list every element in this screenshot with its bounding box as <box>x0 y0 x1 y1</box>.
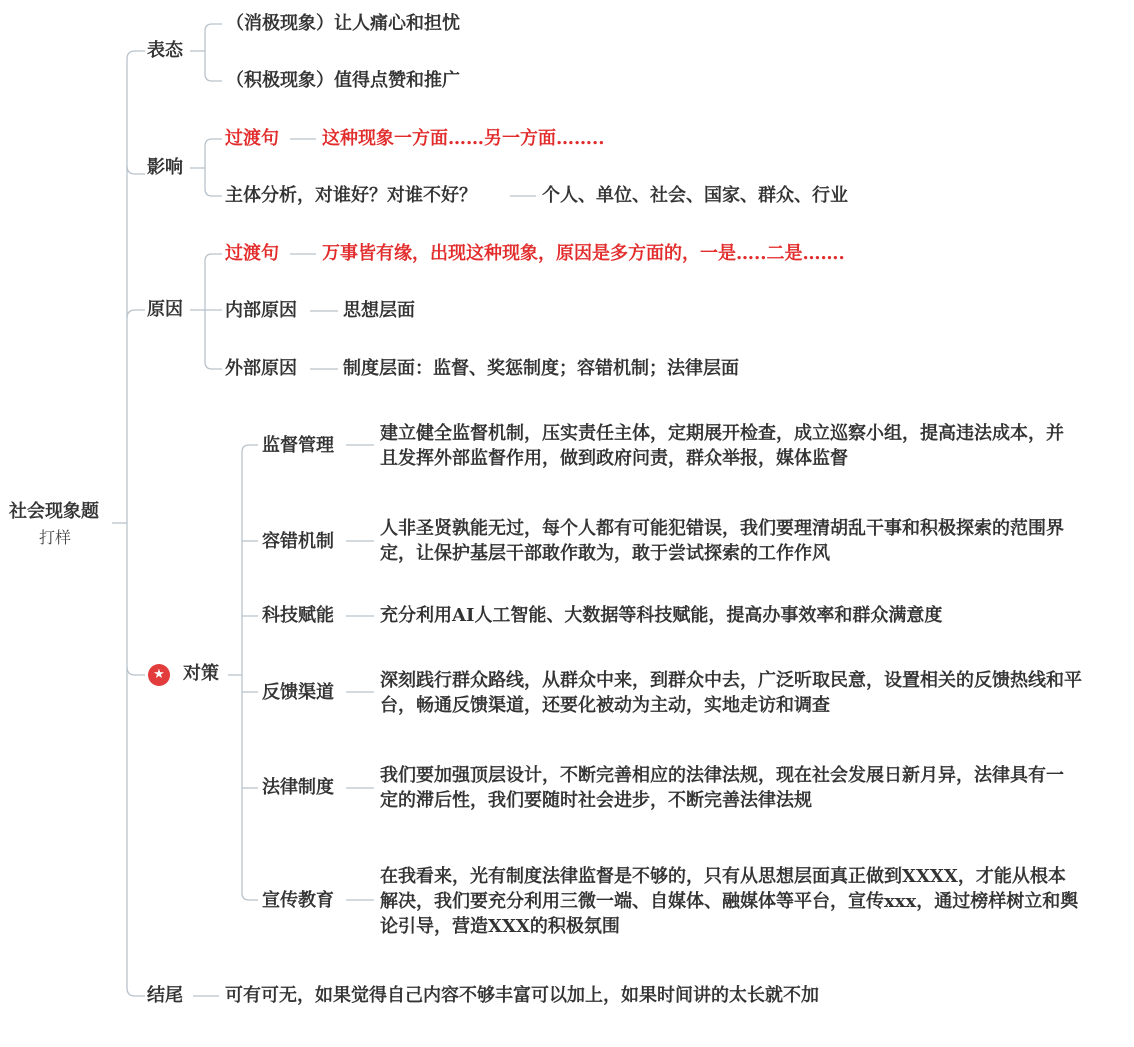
yingxiang-transition-label: 过渡句 <box>225 128 279 149</box>
yuanyin-external-text: 制度层面：监督、奖惩制度；容错机制；法律层面 <box>343 358 739 379</box>
yuanyin-transition-text: 万事皆有缘，出现这种现象，原因是多方面的，一是…..二是……. <box>322 243 845 264</box>
branch-yingxiang: 影响 <box>147 157 183 178</box>
yingxiang-subject-label: 主体分析，对谁好？对谁不好？ <box>225 185 477 206</box>
branch-yuanyin: 原因 <box>147 299 183 320</box>
star-badge-icon: ★ <box>148 664 170 686</box>
yuanyin-transition-label: 过渡句 <box>225 243 279 264</box>
duice-item-label: 法律制度 <box>262 777 334 798</box>
duice-item-label: 科技赋能 <box>262 605 334 626</box>
biaotai-positive: （积极现象）值得点赞和推广 <box>226 70 460 91</box>
duice-item-label: 反馈渠道 <box>262 682 334 703</box>
yuanyin-internal-text: 思想层面 <box>343 300 415 321</box>
duice-item-label: 宣传教育 <box>262 890 334 911</box>
root-title: 社会现象题 <box>9 501 99 522</box>
duice-item-text: 我们要加强顶层设计，不断完善相应的法律法规，现在社会发展日新月异，法律具有一定的滞后性，我们要随时社会进步，不断完善法律法规 <box>380 765 1064 811</box>
yingxiang-subject-text: 个人、单位、社会、国家、群众、行业 <box>542 185 848 206</box>
root-subtitle: 打样 <box>39 528 72 547</box>
yingxiang-transition-text: 这种现象一方面……另一方面…….. <box>322 128 605 149</box>
jiewei-text: 可有可无，如果觉得自己内容不够丰富可以加上，如果时间讲的太长就不加 <box>225 985 819 1006</box>
branch-biaotai: 表态 <box>147 40 183 61</box>
duice-item-text: 在我看来，光有制度法律监督是不够的，只有从思想层面真正做到XXXX，才能从根本解决，我们要充分利用三微一端、自媒体、融媒体等平台，宣传xxx，通过榜样树立和舆论引导，营造XXX的积极氛围 <box>380 866 1079 937</box>
yuanyin-external-label: 外部原因 <box>225 358 297 379</box>
duice-item-label: 监督管理 <box>262 435 334 456</box>
duice-item-text: 充分利用AI人工智能、大数据等科技赋能，提高办事效率和群众满意度 <box>380 605 943 626</box>
duice-item-text: 深刻践行群众路线，从群众中来，到群众中去，广泛听取民意，设置相关的反馈热线和平台，畅通反馈渠道，还要化被动为主动，实地走访和调查 <box>380 670 1082 716</box>
biaotai-negative: （消极现象）让人痛心和担忧 <box>226 13 460 34</box>
branch-duice: 对策 <box>183 663 219 684</box>
duice-item-text: 人非圣贤孰能无过，每个人都有可能犯错误，我们要理清胡乱干事和积极探索的范围界定，让保护基层干部敢作敢为，敢于尝试探索的工作作风 <box>380 518 1064 564</box>
duice-item-text: 建立健全监督机制，压实责任主体，定期展开检查，成立巡察小组，提高违法成本，并且发挥外部监督作用，做到政府问责，群众举报，媒体监督 <box>380 423 1064 469</box>
duice-item-label: 容错机制 <box>262 531 334 552</box>
yuanyin-internal-label: 内部原因 <box>225 300 297 321</box>
branch-jiewei: 结尾 <box>147 985 183 1006</box>
